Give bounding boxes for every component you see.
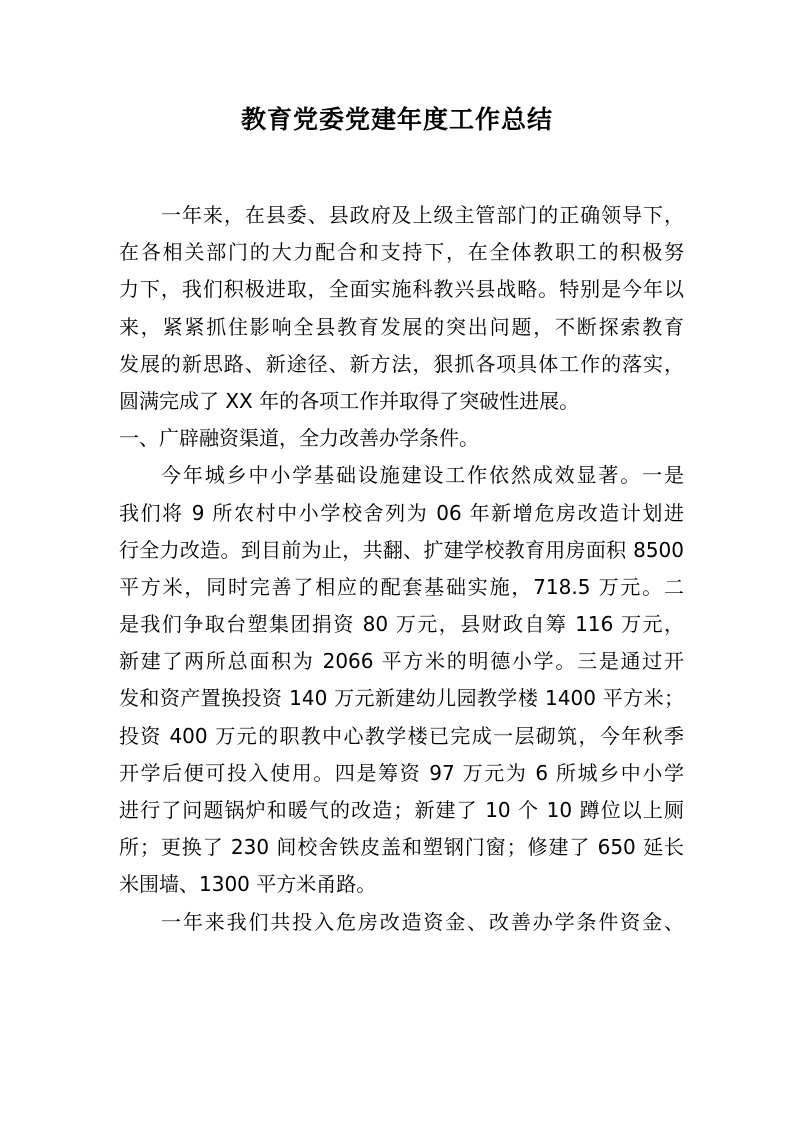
section-heading: 一、广辟融资渠道，全力改善办学条件。 — [119, 426, 479, 451]
body-line: 平方米，同时完善了相应的配套基础实施，718.5 万元。二 — [119, 574, 684, 599]
body-line: 投资 400 万元的职教中心教学楼已完成一层砌筑，今年秋季 — [119, 723, 684, 748]
body-line: 新建了两所总面积为 2066 平方米的明德小学。三是通过开 — [119, 649, 684, 674]
body-line: 来，紧紧抓住影响全县教育发展的突出问题，不断探索教育 — [119, 314, 684, 339]
body-line: 发展的新思路、新途径、新方法，狠抓各项具体工作的落实， — [119, 351, 684, 376]
body-line: 在各相关部门的大力配合和支持下，在全体教职工的积极努 — [119, 240, 684, 265]
body-line: 行全力改造。到目前为止，共翻、扩建学校教育用房面积 8500 — [119, 537, 684, 562]
body-line: 米围墙、1300 平方米甬路。 — [119, 872, 377, 897]
body-line: 我们将 9 所农村中小学校舍列为 06 年新增危房改造计划进 — [119, 500, 684, 525]
body-line: 发和资产置换投资 140 万元新建幼儿园教学楼 1400 平方米； — [119, 686, 684, 711]
body-line: 是我们争取台塑集团捐资 80 万元，县财政自筹 116 万元， — [119, 612, 684, 637]
body-line: 一年来，在县委、县政府及上级主管部门的正确领导下， — [161, 203, 684, 227]
document-body — [119, 197, 684, 941]
body-line: 一年来我们共投入危房改造资金、改善办学条件资金、 — [161, 909, 684, 934]
body-line: 今年城乡中小学基础设施建设工作依然成效显著。一是 — [161, 463, 684, 488]
body-line: 所；更换了 230 间校舍铁皮盖和塑钢门窗；修建了 650 延长 — [119, 835, 684, 860]
body-line: 进行了问题锅炉和暖气的改造；新建了 10 个 10 蹲位以上厕 — [119, 798, 684, 822]
document-title: 教育党委党建年度工作总结 — [240, 105, 553, 134]
body-line: 圆满完成了 XX 年的各项工作并取得了突破性进展。 — [119, 388, 580, 413]
body-line: 力下，我们积极进取，全面实施科教兴县战略。特别是今年以 — [119, 277, 684, 302]
body-line: 开学后便可投入使用。四是筹资 97 万元为 6 所城乡中小学 — [119, 760, 684, 785]
